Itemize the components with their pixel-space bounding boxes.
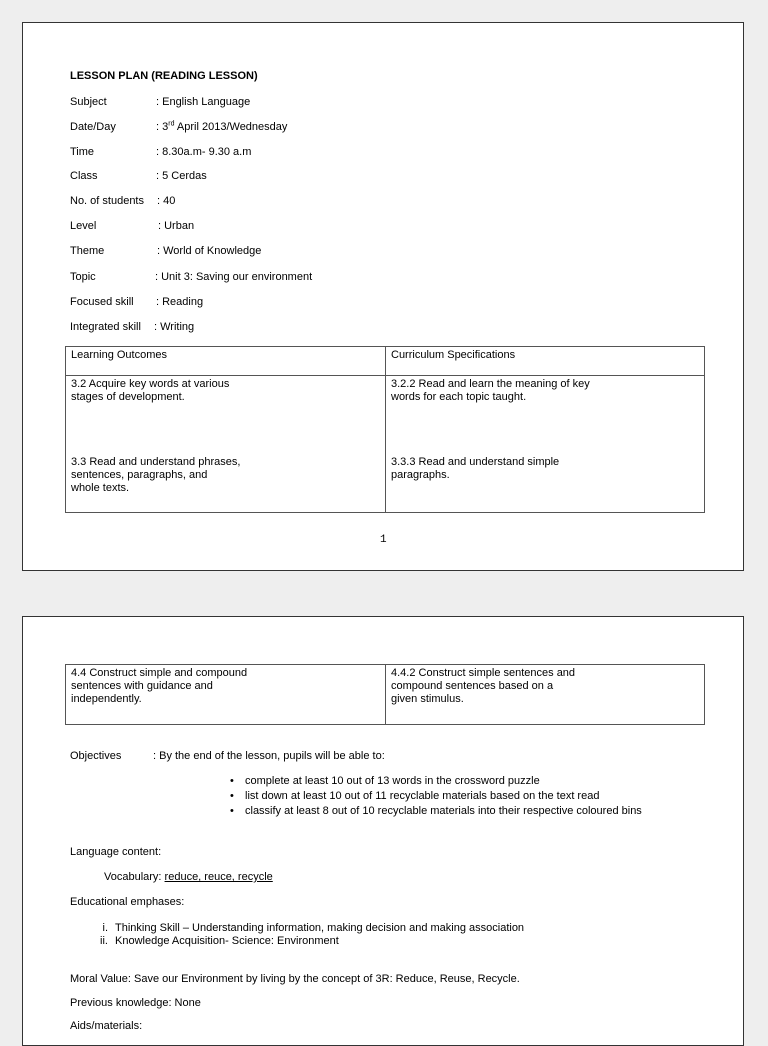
spec-3-2-2-line2: words for each topic taught. <box>391 391 527 403</box>
learning-outcomes-cell <box>66 376 386 513</box>
field-value-focused-skill: : Reading <box>156 296 204 308</box>
vocabulary-label: Vocabulary: <box>104 871 165 883</box>
spec-4-4-2-line1: 4.4.2 Construct simple sentences and <box>391 667 576 679</box>
spec-3-3-3-line2: paragraphs. <box>391 469 450 481</box>
outcomes-table <box>65 346 705 513</box>
field-label-theme: Theme <box>70 245 105 257</box>
emphasis-item: i. Thinking Skill – Understanding information, making decision and making association <box>102 922 525 934</box>
field-value-subject: : English Language <box>156 96 251 108</box>
field-value-time: : 8.30a.m- 9.30 a.m <box>156 146 252 158</box>
outcome-4-4-line3: independently. <box>71 693 142 705</box>
field-label-date: Date/Day <box>70 121 116 133</box>
field-label-time: Time <box>70 146 95 158</box>
field-value-class: : 5 Cerdas <box>156 170 207 182</box>
document-page-1 <box>22 22 744 571</box>
field-value-students: : 40 <box>157 195 176 207</box>
outcome-3-2-line1: 3.2 Acquire key words at various <box>71 378 230 390</box>
field-label-topic: Topic <box>70 271 96 283</box>
outcome-4-4-line1: 4.4 Construct simple and compound <box>71 667 248 679</box>
moral-value: Moral Value: Save our Environment by living by the concept of 3R: Reduce, Reuse, Recycle. <box>70 973 520 985</box>
field-value-date: : 3rd April 2013/Wednesday <box>156 120 288 133</box>
document-page-2 <box>22 616 744 1046</box>
language-content-label: Language content: <box>70 846 162 858</box>
field-label-subject: Subject <box>70 96 107 108</box>
field-value-level: : Urban <box>158 220 195 232</box>
objective-item: • classify at least 8 out of 10 recyclable materials into their respective coloured bins <box>230 805 642 817</box>
curriculum-specifications-cell <box>386 376 705 513</box>
lesson-plan-title: LESSON PLAN (READING LESSON) <box>70 70 258 82</box>
objective-item: • list down at least 10 out of 11 recyclable materials based on the text read <box>230 790 600 802</box>
header-learning-outcomes: Learning Outcomes <box>66 347 386 376</box>
teaching-aids-label: Aids/materials: <box>70 1020 143 1032</box>
outcome-3-3-line3: whole texts. <box>71 482 130 494</box>
objectives-label: Objectives <box>70 750 122 762</box>
educational-emphases-label: Educational emphases: <box>70 896 185 908</box>
emphasis-item: ii. Knowledge Acquisition- Science: Environment <box>100 935 339 947</box>
page-number: 1 <box>380 534 387 546</box>
field-value-topic: : Unit 3: Saving our environment <box>155 271 313 283</box>
header-curriculum-specifications: Curriculum Specifications <box>386 347 705 376</box>
objective-item: • complete at least 10 out of 13 words in the crossword puzzle <box>230 775 540 787</box>
field-label-students: No. of students <box>70 195 144 207</box>
spec-4-4-2-line3: given stimulus. <box>391 693 464 705</box>
field-label-integrated-skill: Integrated skill <box>70 321 141 333</box>
field-value-theme: : World of Knowledge <box>157 245 262 257</box>
field-label-class: Class <box>70 170 98 182</box>
outcome-3-3-line2: sentences, paragraphs, and <box>71 469 208 481</box>
learning-outcome-4-4-cell <box>66 665 386 725</box>
spec-3-3-3-line1: 3.3.3 Read and understand simple <box>391 456 560 468</box>
vocabulary-line <box>104 871 273 884</box>
spec-3-2-2-line1: 3.2.2 Read and learn the meaning of key <box>391 378 590 390</box>
outcome-4-4-line2: sentences with guidance and <box>71 680 213 692</box>
field-value-integrated-skill: : Writing <box>154 321 195 333</box>
outcome-3-2-line2: stages of development. <box>71 391 185 403</box>
vocabulary-value: reduce, reuce, recycle <box>164 871 273 883</box>
field-label-focused-skill: Focused skill <box>70 296 134 308</box>
outcome-3-3-line1: 3.3 Read and understand phrases, <box>71 456 241 468</box>
spec-4-4-2-line2: compound sentences based on a <box>391 680 554 692</box>
previous-knowledge: Previous knowledge: None <box>70 997 201 1009</box>
spec-4-4-2-cell <box>386 665 705 725</box>
objectives-list <box>230 774 642 819</box>
objectives-intro: : By the end of the lesson, pupils will be able to: <box>153 750 385 762</box>
outcomes-table-continued <box>65 664 705 725</box>
field-label-level: Level <box>70 220 97 232</box>
